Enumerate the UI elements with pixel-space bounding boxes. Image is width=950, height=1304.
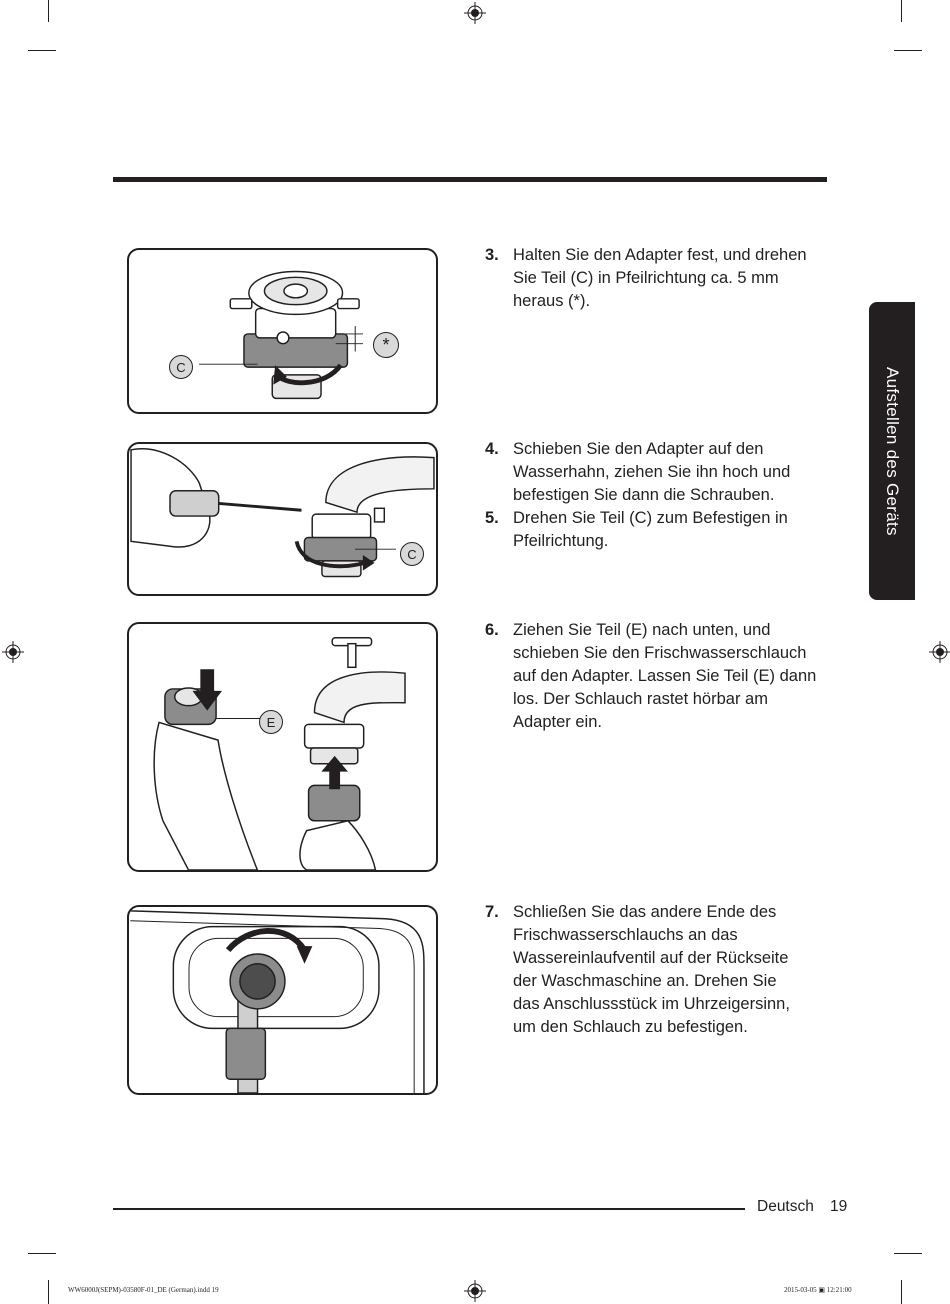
footer-language: Deutsch — [757, 1198, 814, 1215]
section-tab-label: Aufstellen des Geräts — [883, 366, 902, 536]
step-text: Schieben Sie den Adapter auf den Wasserhahn, ziehen Sie ihn hoch und befestigen Sie dann die Schrauben. — [513, 440, 791, 504]
crop-mark — [28, 1253, 56, 1254]
step-text: Drehen Sie Teil (C) zum Befestigen in Pfeilrichtung. — [513, 509, 788, 550]
step-number: 7. — [485, 903, 499, 921]
crop-mark — [901, 1280, 902, 1304]
registration-mark-icon — [929, 641, 950, 663]
crop-mark — [894, 50, 922, 51]
section-tab — [869, 302, 915, 600]
step-3 — [485, 244, 825, 313]
step-text: Ziehen Sie Teil (E) nach unten, und schieben Sie den Frischwasserschlauch auf den Adapter. Lassen Sie Teil (E) dann los. Der Schlauch rastet hörbar am Adapter ein. — [513, 621, 817, 731]
callout-asterisk: * — [373, 332, 399, 358]
step-4-5 — [485, 438, 825, 553]
figure-inlet-valve — [127, 905, 438, 1095]
crop-mark — [28, 50, 56, 51]
page-number: 19 — [830, 1198, 848, 1215]
figure-adapter-turn — [127, 248, 438, 414]
print-slug-file: WW6000J(SEPM)-03580F-01_DE (German).indd 19 — [68, 1286, 219, 1294]
registration-mark-icon — [2, 641, 24, 663]
step-text: Schließen Sie das andere Ende des Frischwasserschlauchs an das Wassereinlaufventil auf der Rückseite der Waschmaschine an. Drehen Sie das Anschlussstück im Uhrzeigersinn, um den Schlauch zu befestigen. — [513, 903, 790, 1036]
registration-mark-icon — [464, 1280, 486, 1302]
crop-mark — [901, 0, 902, 22]
top-rule — [113, 177, 827, 182]
registration-mark-icon — [464, 2, 486, 24]
crop-mark — [48, 1280, 49, 1304]
step-number: 4. — [485, 440, 499, 458]
figure-tighten-screws — [127, 442, 438, 596]
step-7 — [485, 901, 797, 1039]
crop-mark — [894, 1253, 922, 1254]
step-number: 3. — [485, 246, 499, 264]
step-number: 6. — [485, 621, 499, 639]
callout-e: E — [259, 710, 283, 734]
step-number: 5. — [485, 509, 499, 527]
print-slug-timestamp: 2015-03-05 ▣ 12:21:00 — [784, 1286, 852, 1294]
callout-c: C — [169, 355, 193, 379]
callout-c: C — [400, 542, 424, 566]
step-text: Halten Sie den Adapter fest, und drehen Sie Teil (C) in Pfeilrichtung ca. 5 mm heraus (*). — [513, 246, 807, 310]
crop-mark — [48, 0, 49, 22]
figure-attach-hose — [127, 622, 438, 872]
step-6 — [485, 619, 825, 734]
bottom-rule — [113, 1208, 745, 1210]
